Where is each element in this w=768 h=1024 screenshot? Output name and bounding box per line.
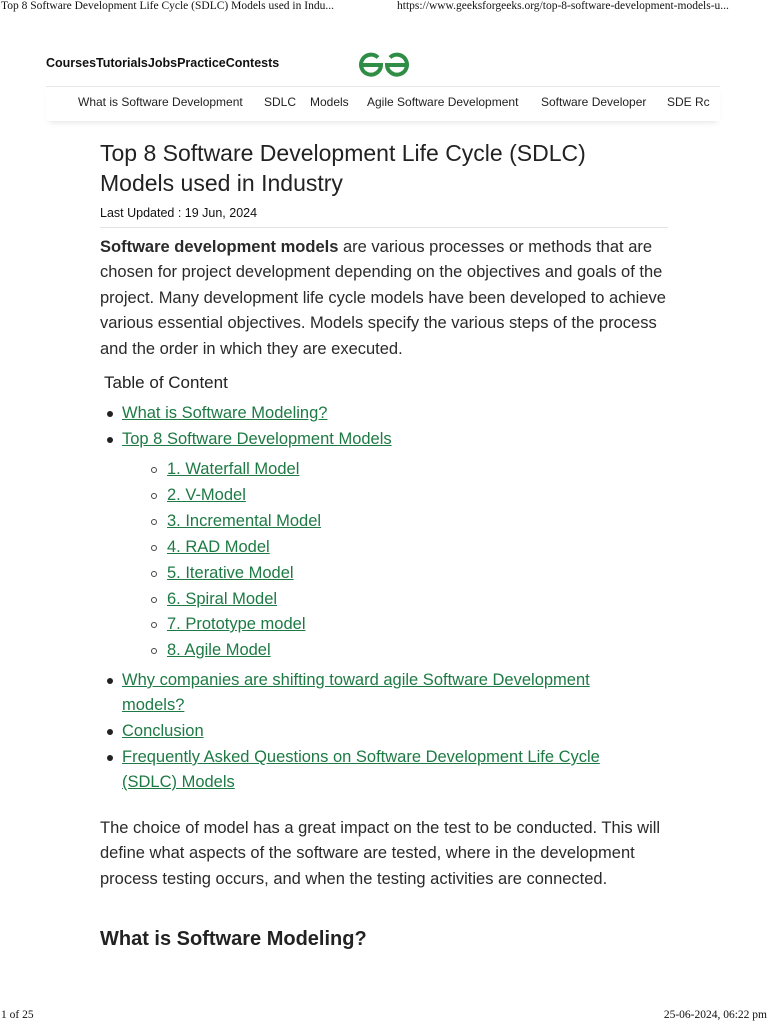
toc-link-faq[interactable]: Frequently Asked Questions on Software Development Life Cycle — [122, 748, 600, 766]
bullet-circle — [151, 545, 157, 551]
print-header — [0, 0, 768, 16]
subnav-agile-software-development[interactable]: Agile Software Development — [367, 95, 519, 109]
subnav-models[interactable]: Models — [310, 95, 349, 109]
toc-link-agile[interactable]: 8. Agile Model — [167, 641, 271, 659]
toc-link-prototype[interactable]: 7. Prototype model — [167, 615, 306, 633]
subnav-what-is-software-development[interactable]: What is Software Development — [78, 95, 243, 109]
print-footer — [0, 1009, 768, 1024]
intro-paragraph — [100, 235, 675, 362]
bullet-disc — [107, 437, 113, 443]
bullet-circle — [151, 571, 157, 577]
logo-svg — [358, 52, 410, 78]
bullet-circle — [151, 493, 157, 499]
intro-bold-term: Software development models — [100, 238, 339, 256]
bullet-circle — [151, 519, 157, 525]
subnav-sdlc[interactable]: SDLC — [264, 95, 297, 109]
bullet-circle — [151, 467, 157, 473]
nav-contests[interactable]: Contests — [225, 56, 280, 70]
toc-link-conclusion[interactable]: Conclusion — [122, 722, 204, 740]
bullet-circle — [151, 622, 157, 628]
toc-link-why-agile-cont[interactable]: models? — [122, 696, 185, 714]
title-divider — [100, 227, 668, 228]
bullet-disc — [107, 755, 113, 761]
intro-text: are various processes or methods that are chosen for project development depending on the objectives and goals of the project. Many development life cycle models have been developed to achieve various essential objectives. Models specify the various steps of the process and the order in which they are executed. — [100, 238, 666, 358]
nav-courses[interactable]: Courses — [46, 56, 97, 70]
category-subnav — [46, 86, 720, 121]
print-datetime: 25-06-2024, 06:22 pm — [663, 1009, 767, 1021]
bullet-circle — [151, 648, 157, 654]
toc-link-top8-models[interactable]: Top 8 Software Development Models — [122, 430, 392, 448]
print-url: https://www.geeksforgeeks.org/top-8-software-development-models-u... — [397, 0, 729, 12]
toc-link-what-is-modeling[interactable]: What is Software Modeling? — [122, 404, 328, 422]
toc-link-rad[interactable]: 4. RAD Model — [167, 538, 270, 556]
toc-link-incremental[interactable]: 3. Incremental Model — [167, 512, 322, 530]
nav-tutorials[interactable]: Tutorials — [96, 56, 148, 70]
print-doc-title: Top 8 Software Development Life Cycle (SDLC) Models used in Indu... — [1, 0, 334, 12]
subnav-software-developer[interactable]: Software Developer — [541, 95, 647, 109]
bullet-circle — [151, 597, 157, 603]
toc-link-faq-cont[interactable]: (SDLC) Models — [122, 773, 235, 791]
toc-link-waterfall[interactable]: 1. Waterfall Model — [167, 460, 300, 478]
section-heading-what-is-modeling: What is Software Modeling? — [100, 928, 367, 950]
geeksforgeeks-logo-icon[interactable] — [358, 52, 410, 78]
choice-paragraph: The choice of model has a great impact on the test to be conducted. This will define what aspects of the software are tested, where in the development process testing occurs, and when the testing activities are connected. — [100, 819, 661, 888]
nav-practice[interactable]: Practice — [177, 56, 226, 70]
bullet-disc — [107, 729, 113, 735]
bullet-disc — [107, 411, 113, 417]
toc-link-why-agile[interactable]: Why companies are shifting toward agile Software Development — [122, 671, 590, 689]
bullet-disc — [107, 678, 113, 684]
toc-link-iterative[interactable]: 5. Iterative Model — [167, 564, 294, 582]
toc-link-spiral[interactable]: 6. Spiral Model — [167, 590, 278, 608]
last-updated: Last Updated : 19 Jun, 2024 — [100, 206, 258, 220]
print-page-count: 1 of 25 — [1, 1009, 34, 1021]
article-title: Top 8 Software Development Life Cycle (SDLC) Models used in Industry — [100, 140, 586, 196]
top-nav — [46, 56, 279, 70]
toc-link-v-model[interactable]: 2. V-Model — [167, 486, 246, 504]
toc-heading: Table of Content — [104, 373, 228, 392]
subnav-sde-roadmap[interactable]: SDE Rc — [667, 95, 710, 109]
nav-jobs[interactable]: Jobs — [147, 56, 178, 70]
